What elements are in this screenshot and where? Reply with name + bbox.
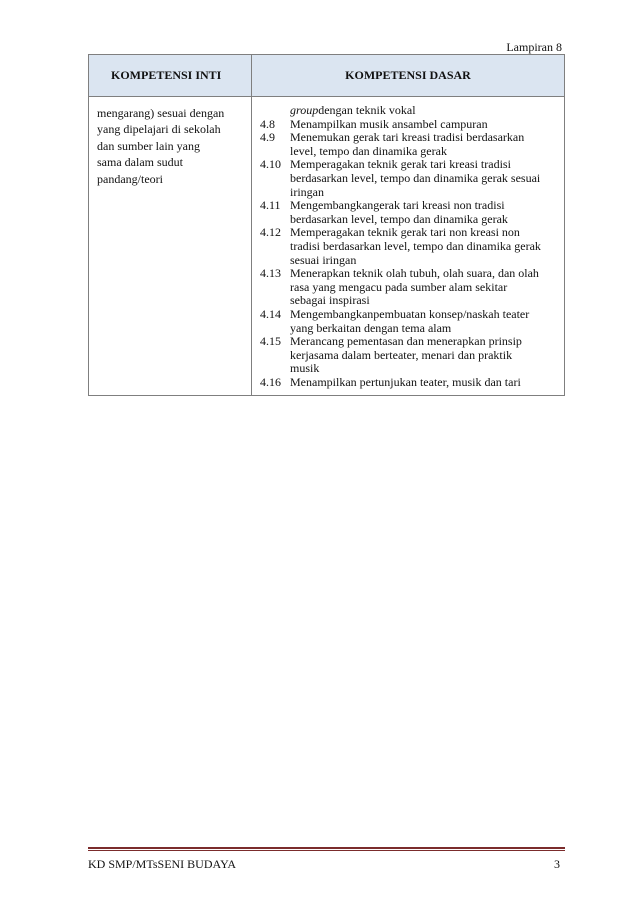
column-header-kompetensi-inti: KOMPETENSI INTI — [89, 55, 252, 97]
kd-item-number: 4.12 — [260, 225, 281, 240]
kd-item-number: 4.9 — [260, 130, 275, 145]
kd-item-text: Mengembangkangerak tari kreasi non tradisi — [290, 198, 505, 213]
kd-item-number — [260, 362, 290, 376]
kd-item-text: Memperagakan teknik gerak tari kreasi tradisi — [290, 157, 511, 172]
kd-item-text: rasa yang mengacu pada sumber alam sekitar — [290, 279, 508, 294]
kd-item-number — [260, 254, 290, 268]
kd-item-text: Merancang pementasan dan menerapkan prinsip — [290, 334, 522, 349]
kd-item-line — [260, 213, 560, 227]
kd-item-text: yang berkaitan dengan tema alam — [290, 320, 452, 335]
kd-item-line — [260, 308, 560, 322]
inti-line: mengarang) sesuai dengan — [97, 106, 225, 120]
kd-item-text: tradisi berdasarkan level, tempo dan dinamika gerak — [290, 238, 541, 253]
kd-item-line — [260, 349, 560, 363]
kd-item-number — [260, 281, 290, 295]
kompetensi-inti-cell — [89, 97, 252, 396]
kd-item-line — [260, 335, 560, 349]
kd-item-text: Menampilkan pertunjukan teater, musik dan tari — [290, 374, 521, 389]
kd-item-number — [260, 322, 290, 336]
footer-document-title: KD SMP/MTsSENI BUDAYA — [88, 857, 237, 871]
kd-item-number — [260, 349, 290, 363]
kd-item-text: Mengembangkanpembuatan konsep/naskah teater — [290, 306, 530, 321]
kd-item-text: berdasarkan level, tempo dan dinamika gerak — [290, 211, 508, 226]
kd-item-number: 4.11 — [260, 198, 281, 213]
kd-item-number — [260, 145, 290, 159]
kd-item-line — [260, 145, 560, 159]
dasar-continuation-line — [260, 104, 560, 118]
inti-line: pandang/teori — [97, 171, 163, 186]
kd-item-line — [260, 199, 560, 213]
kd-item-number: 4.16 — [260, 374, 281, 389]
kd-item-line — [260, 131, 560, 145]
kd-item-line — [260, 254, 560, 268]
kd-item-text: Memperagakan teknik gerak tari non kreasi non — [290, 225, 520, 240]
kd-item-text: Menemukan gerak tari kreasi tradisi berdasarkan — [290, 130, 525, 145]
kd-item-line — [260, 322, 560, 336]
footer-rule-thick — [88, 847, 565, 849]
kd-item-number: 4.10 — [260, 157, 281, 172]
kd-item-number — [260, 213, 290, 227]
kd-item-number — [260, 294, 290, 308]
kompetensi-dasar-cell — [252, 97, 565, 396]
kd-item-text: iringan — [290, 184, 324, 199]
kd-item-number: 4.13 — [260, 266, 281, 281]
kd-item-line — [260, 186, 560, 200]
lampiran-label: Lampiran 8 — [506, 40, 562, 54]
table-header-row — [89, 55, 565, 97]
kd-item-line — [260, 226, 560, 240]
italic-term: group — [290, 103, 319, 117]
inti-line: sama dalam sudut — [97, 155, 183, 170]
kd-item-line — [260, 267, 560, 281]
kd-item-line — [260, 294, 560, 308]
kd-item-line — [260, 376, 560, 390]
kd-item-line — [260, 281, 560, 295]
kd-item-number: 4.15 — [260, 334, 281, 349]
kd-item-number — [260, 172, 290, 186]
kd-item-text: Menerapkan teknik olah tubuh, olah suara, dan olah — [290, 266, 539, 281]
kd-item-number — [260, 240, 290, 254]
competency-table — [88, 54, 565, 396]
table-row — [89, 97, 565, 396]
footer-rule-thin — [88, 850, 565, 851]
kd-item-number — [260, 186, 290, 200]
kd-item-text: berdasarkan level, tempo dan dinamika gerak sesuai — [290, 170, 541, 185]
continuation-text: dengan teknik vokal — [318, 103, 416, 117]
kd-item-number: 4.14 — [260, 306, 281, 321]
kd-item-line — [260, 118, 560, 132]
footer-page-number: 3 — [554, 857, 560, 871]
column-header-kompetensi-dasar: KOMPETENSI DASAR — [252, 55, 565, 97]
kd-item-line — [260, 240, 560, 254]
kd-item-line — [260, 158, 560, 172]
kd-item-text: sebagai inspirasi — [290, 293, 370, 308]
kd-item-number: 4.8 — [260, 116, 275, 131]
kd-item-line — [260, 362, 560, 376]
kd-item-text: Menampilkan musik ansambel campuran — [290, 116, 488, 131]
kd-item-list — [260, 118, 560, 390]
inti-line: yang dipelajari di sekolah — [97, 122, 221, 137]
inti-line: dan sumber lain yang — [97, 138, 200, 153]
kd-item-text: kerjasama dalam berteater, menari dan praktik — [290, 347, 513, 362]
kd-item-text: level, tempo dan dinamika gerak — [290, 143, 447, 158]
kd-item-text: sesuai iringan — [290, 252, 357, 267]
kd-item-line — [260, 172, 560, 186]
kd-item-text: musik — [290, 361, 320, 376]
